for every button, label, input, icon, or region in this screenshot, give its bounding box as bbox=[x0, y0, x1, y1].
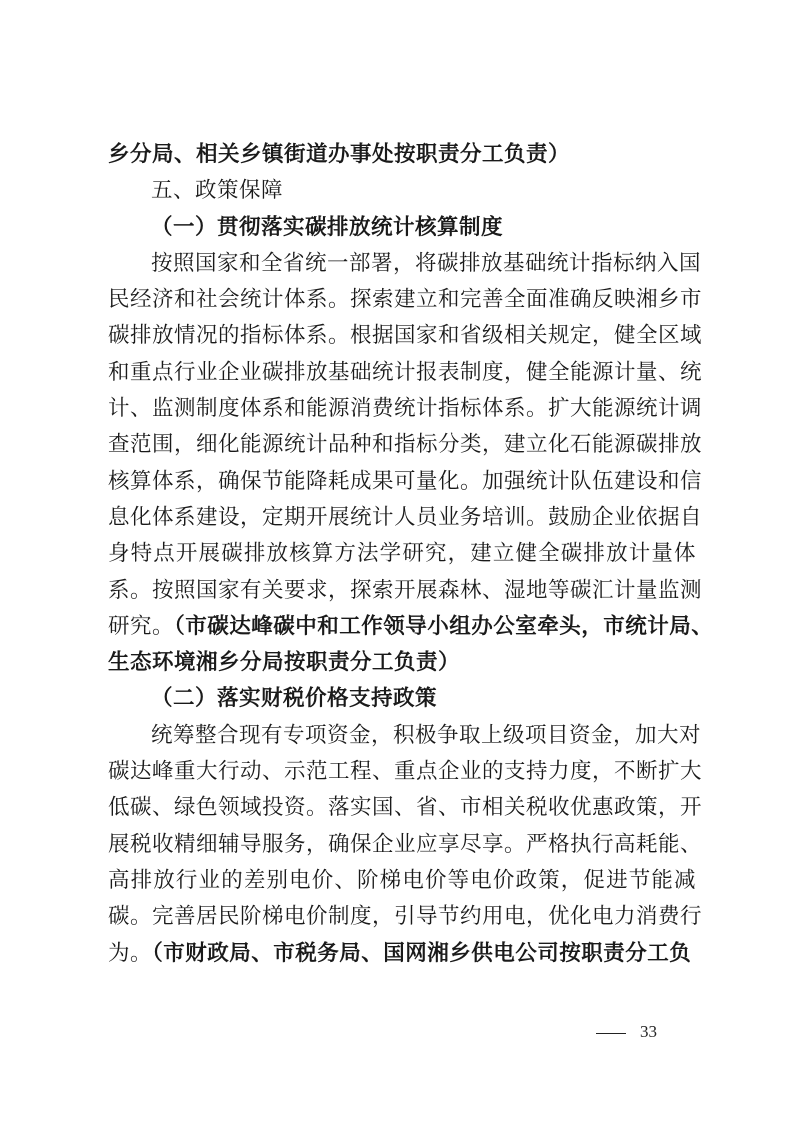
text-line: 息化体系建设，定期开展统计人员业务培训。鼓励企业依据自 bbox=[108, 504, 703, 530]
subsection-heading: （二）落实财税价格支持政策 bbox=[151, 686, 438, 712]
text-line: 核算体系，确保节能降耗成果可量化。加强统计队伍建设和信 bbox=[108, 468, 703, 494]
subsection-heading: （一）贯彻落实碳排放统计核算制度 bbox=[151, 214, 504, 240]
responsibility-note: （市财政局、市税务局、国网湘乡供电公司按职责分工负 bbox=[152, 940, 692, 966]
text-line-mixed bbox=[108, 609, 714, 645]
footer-dash bbox=[596, 1033, 626, 1034]
text-line: 高排放行业的差别电价、阶梯电价等电价政策，促进节能减 bbox=[108, 867, 696, 893]
text-line: 查范围，细化能源统计品种和指标分类，建立化石能源碳排放 bbox=[108, 432, 703, 458]
text-line: 统筹整合现有专项资金，积极争取上级项目资金，加大对 bbox=[151, 722, 702, 748]
text-line: 身特点开展碳排放核算方法学研究，建立健全碳排放计量体 bbox=[108, 541, 696, 567]
responsibility-note: （市碳达峰碳中和工作领导小组办公室牵头，市统计局、 bbox=[174, 613, 714, 639]
responsibility-note: 生态环境湘乡分局按职责分工负责） bbox=[108, 650, 461, 676]
text-line: 碳达峰重大行动、示范工程、重点企业的支持力度，不断扩大 bbox=[108, 759, 703, 785]
text-line-lead: 为。 bbox=[108, 940, 153, 966]
text-line: 民经济和社会统计体系。探索建立和完善全面准确反映湘乡市 bbox=[108, 287, 703, 313]
text-line: 碳。完善居民阶梯电价制度，引导节约用电，优化电力消费行 bbox=[108, 904, 703, 930]
text-line: 计、监测制度体系和能源消费统计指标体系。扩大能源统计调 bbox=[108, 396, 703, 422]
document-body bbox=[108, 137, 714, 972]
text-line: 低碳、绿色领域投资。落实国、省、市相关税收优惠政策，开 bbox=[108, 795, 703, 821]
text-line: 碳排放情况的指标体系。根据国家和省级相关规定，健全区域 bbox=[108, 323, 703, 349]
text-line-lead: 研究。 bbox=[108, 613, 175, 639]
text-line: 展税收精细辅导服务，确保企业应享尽享。严格执行高耗能、 bbox=[108, 831, 703, 857]
page-number: 33 bbox=[640, 1022, 657, 1041]
section-heading: 五、政策保障 bbox=[151, 178, 284, 204]
text-line: 按照国家和全省统一部署，将碳排放基础统计指标纳入国 bbox=[151, 250, 702, 276]
text-line: 乡分局、相关乡镇街道办事处按职责分工负责） bbox=[108, 142, 571, 167]
text-line: 和重点行业企业碳排放基础统计报表制度，健全能源计量、统 bbox=[108, 359, 703, 385]
text-line-mixed bbox=[108, 936, 696, 972]
page-footer bbox=[596, 1022, 657, 1042]
text-line: 系。按照国家有关要求，探索开展森林、湿地等碳汇计量监测 bbox=[108, 577, 703, 603]
